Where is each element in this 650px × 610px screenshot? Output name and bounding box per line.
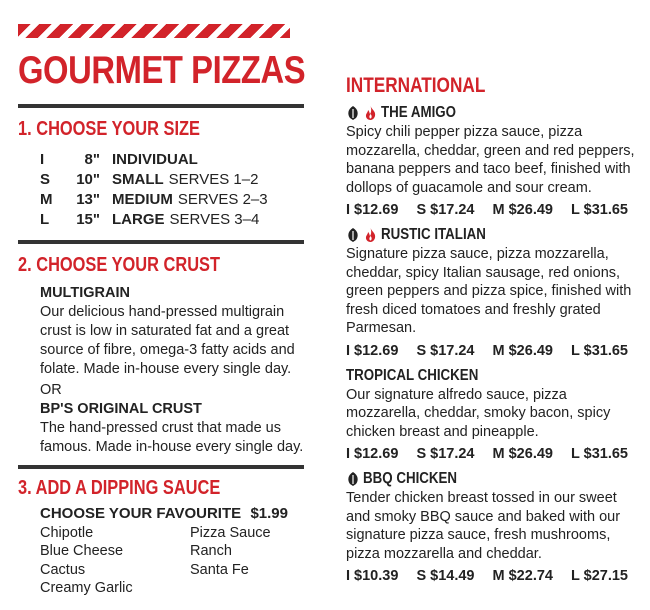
crust-name: BP'S ORIGINAL CRUST	[40, 401, 202, 417]
pizza-header	[346, 366, 636, 386]
size-inch: 10"	[76, 171, 100, 188]
sauce-list	[40, 524, 308, 598]
price-small: S $17.24	[416, 342, 475, 359]
price-row	[346, 566, 628, 586]
divider	[18, 240, 304, 244]
stripe-banner	[18, 24, 290, 38]
right-column	[346, 74, 636, 586]
sauce-item: Blue Cheese	[40, 543, 124, 559]
price-medium: M $22.74	[492, 568, 553, 584]
price-medium: M $26.49	[492, 342, 553, 359]
size-serves: SERVES 3–4	[169, 211, 260, 228]
divider	[18, 104, 304, 108]
pizza-name: TROPICAL CHICKEN	[346, 366, 479, 384]
size-row	[40, 170, 308, 190]
price-large: L $31.65	[571, 202, 628, 218]
size-inch: 13"	[76, 191, 100, 208]
pizza-item	[346, 225, 636, 361]
price-medium: M $26.49	[492, 202, 553, 218]
dip-price: $1.99	[250, 505, 288, 522]
crust-or: OR	[40, 382, 62, 398]
pizza-description: Tender chicken breast tossed in our sweet and smoky BBQ sauce and baked with our signature pizza sauce, fresh mushrooms, pizza mozzarella and cheddar.	[346, 490, 621, 562]
sauce-item: Chipotle	[40, 524, 94, 541]
dip-header	[40, 505, 288, 524]
page-title: GOURMET PIZZAS	[18, 49, 306, 92]
price-individual: I $12.69	[346, 446, 399, 462]
pizza-header	[346, 469, 636, 489]
pizza-header	[346, 103, 636, 123]
sauce-item: Pizza Sauce	[190, 524, 271, 541]
spicy-icon	[363, 227, 378, 243]
crust-options	[40, 284, 308, 457]
sauce-item: Ranch	[190, 543, 232, 559]
pizza-item	[346, 103, 636, 220]
size-row	[40, 190, 308, 210]
vegetarian-icon	[346, 471, 360, 487]
price-medium: M $26.49	[492, 446, 553, 462]
pizza-description: Our signature alfredo sauce, pizza mozzarella, cheddar, smoky bacon, spicy chicken breast and pineapple.	[346, 386, 611, 440]
price-individual: I $12.69	[346, 342, 399, 359]
size-name: MEDIUM	[112, 191, 173, 208]
spicy-icon	[363, 105, 378, 121]
dip-options	[40, 505, 308, 598]
price-row	[346, 444, 628, 464]
crust-description: Our delicious hand-pressed multigrain crust is low in saturated fat and a great source of fibre, omega-3 fatty acids and folate. Made in-house every single day.	[40, 304, 295, 377]
price-row	[346, 341, 628, 361]
pizza-item	[346, 469, 636, 586]
crust-description: The hand-pressed crust that made us famous. Made in-house every single day.	[40, 420, 304, 455]
dip-section-title: 3. ADD A DIPPING SAUCE	[18, 477, 221, 499]
size-letter: L	[40, 211, 50, 228]
sauce-item: Cactus	[40, 561, 86, 578]
pizza-header	[346, 225, 636, 245]
dip-choose-label: CHOOSE YOUR FAVOURITE	[40, 505, 242, 522]
price-row	[346, 200, 628, 220]
pizza-name: BBQ CHICKEN	[363, 470, 458, 487]
size-row	[40, 210, 308, 230]
price-individual: I $10.39	[346, 568, 399, 584]
pizza-name: THE AMIGO	[381, 104, 457, 121]
size-name: INDIVIDUAL	[112, 151, 198, 168]
price-small: S $17.24	[416, 202, 475, 218]
crust-name: MULTIGRAIN	[40, 285, 130, 301]
size-row	[40, 150, 308, 170]
price-individual: I $12.69	[346, 202, 399, 218]
left-column	[18, 24, 308, 598]
vegetarian-icon	[346, 227, 360, 243]
size-letter: S	[40, 171, 51, 188]
size-section-title: 1. CHOOSE YOUR SIZE	[18, 118, 200, 140]
crust-section-title: 2. CHOOSE YOUR CRUST	[18, 254, 221, 276]
size-inch: 15"	[76, 211, 100, 228]
size-serves: SERVES 2–3	[177, 191, 268, 208]
size-inch: 8"	[84, 151, 100, 168]
size-letter: M	[40, 191, 53, 208]
price-large: L $27.15	[571, 568, 628, 584]
price-small: S $17.24	[416, 446, 475, 462]
sauce-item: Creamy Garlic	[40, 580, 133, 596]
size-name: SMALL	[112, 171, 164, 188]
vegetarian-icon	[346, 105, 360, 121]
pizza-item	[346, 366, 636, 465]
pizza-name: RUSTIC ITALIAN	[381, 226, 486, 243]
size-name: LARGE	[112, 211, 165, 228]
divider	[18, 465, 304, 469]
pizza-description: Spicy chili pepper pizza sauce, pizza mozzarella, cheddar, green and red peppers, banana peppers and taco beef, finished with dollops of guacamole and sour cream.	[346, 124, 635, 196]
price-large: L $31.65	[571, 342, 628, 359]
price-large: L $31.65	[571, 446, 628, 462]
size-serves: SERVES 1–2	[168, 171, 259, 188]
international-title: INTERNATIONAL	[346, 74, 486, 97]
size-table	[40, 150, 308, 230]
price-small: S $14.49	[416, 568, 475, 584]
pizza-description: Signature pizza sauce, pizza mozzarella, cheddar, spicy Italian sausage, red onions, green peppers and pizza spice, finished with fresh diced tomatoes and freshly grated Parmesan.	[346, 246, 632, 336]
sauce-item: Santa Fe	[190, 561, 249, 578]
size-letter: I	[40, 151, 45, 168]
